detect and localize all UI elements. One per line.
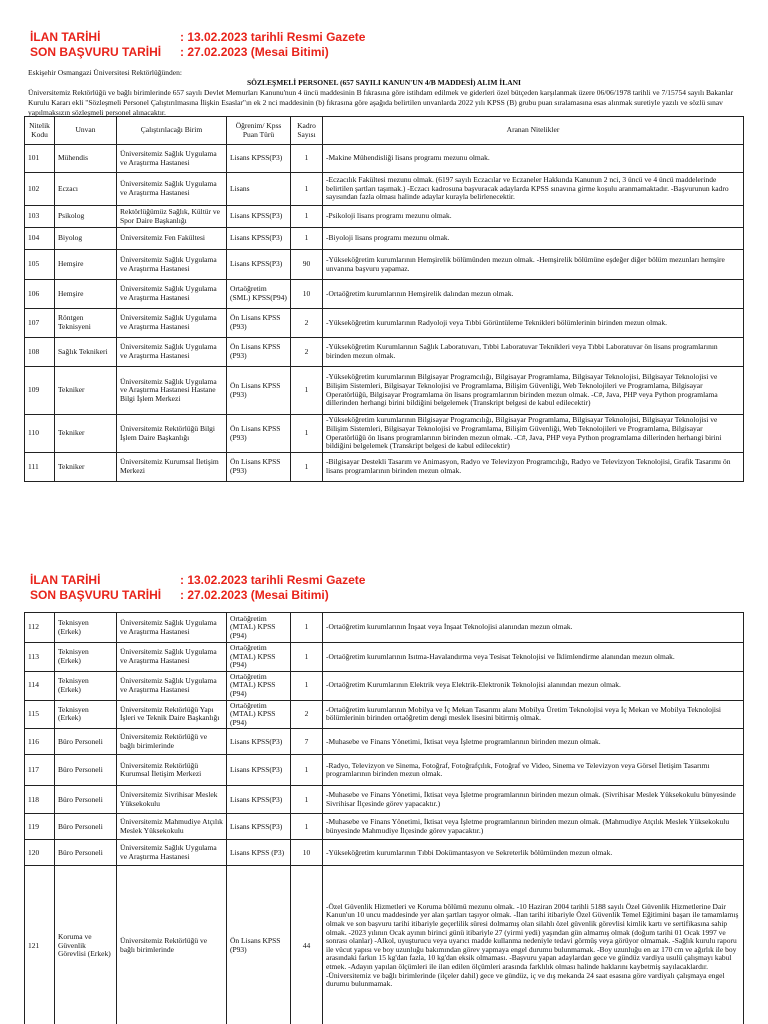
deadline-label: SON BAŞVURU TARİHİ [30,45,162,59]
col-header-code: Nitelik Kodu [25,117,55,145]
row-requirements: -Yükseköğretim kurumlarının Bilgisayar Programcılığı, Bilgisayar Programlama, Bilgisayar Teknolojisi, Bilgisayar Teknolojisi ve Bilişim Sistemleri, Bilgisayar Teknolojisi ve Programlama, Bilişim Güvenliği, Web Teknolojileri ve Programlama, Bilgisayar Operatörlüğü, Bilgisayar Programlama ön lisans programlarının birinden mezun olmak. -C#, Java, PHP veya Python programlama dillerinden herhangi birini bildiğini belgelemek (Transkript belgesi de kabul edilecektir) [323,367,744,415]
row-title: Teknisyen (Erkek) [55,700,117,729]
row-unit: Üniversitemiz Rektörlüğü Bilgi İşlem Daire Başkanlığı [117,415,227,453]
row-requirements: -Ortaöğretim kurumlarının Hemşirelik dalından mezun olmak. [323,280,744,309]
row-quota: 90 [291,250,323,280]
row-requirements: -Yükseköğretim kurumlarının Hemşirelik bölümünden mezun olmak. -Hemşirelik bölümüne eşdeğer diğer bölüm mezunları hemşire unvanına başvuru yapamaz. [323,250,744,280]
row-unit: Üniversitemiz Sağlık Uygulama ve Araştırma Hastanesi [117,338,227,367]
row-title: Büro Personeli [55,729,117,755]
row-unit: Üniversitemiz Sağlık Uygulama ve Araştırma Hastanesi Hastane Bilgi İşlem Merkezi [117,367,227,415]
table-row [25,700,744,729]
row-code: 108 [25,338,55,367]
row-title: Koruma ve Güvenlik Görevlisi (Erkek) [55,866,117,1024]
row-unit: Üniversitemiz Sağlık Uygulama ve Araştırma Hastanesi [117,840,227,866]
announcement-header [30,30,365,60]
row-code: 105 [25,250,55,280]
row-quota: 1 [291,453,323,482]
row-quota: 1 [291,145,323,173]
col-header-education: Öğrenim/ Kpss Puan Türü [227,117,291,145]
row-requirements: -Biyoloji lisans programı mezunu olmak. [323,228,744,250]
row-education: Ön Lisans KPSS (P93) [227,415,291,453]
row-code: 114 [25,671,55,700]
table-row [25,786,744,814]
row-unit: Üniversitemiz Sivrihisar Meslek Yüksekokulu [117,786,227,814]
issuer-line: Eskişehir Osmangazi Üniversitesi Rektörlüğünden: [28,68,182,77]
row-quota: 1 [291,755,323,786]
row-code: 116 [25,729,55,755]
row-title: Hemşire [55,250,117,280]
row-unit: Üniversitemiz Rektörlüğü ve bağlı birimlerinde [117,729,227,755]
table-row [25,309,744,338]
row-code: 112 [25,613,55,643]
row-unit: Üniversitemiz Sağlık Uygulama ve Araştırma Hastanesi [117,173,227,206]
row-quota: 1 [291,643,323,672]
row-unit: Üniversitemiz Sağlık Uygulama ve Araştırma Hastanesi [117,280,227,309]
row-title: Sağlık Teknikeri [55,338,117,367]
row-education: Lisans KPSS(P3) [227,755,291,786]
row-education: Ön Lisans KPSS (P93) [227,866,291,1024]
row-education: Ön Lisans KPSS (P93) [227,453,291,482]
col-header-quota: Kadro Sayısı [291,117,323,145]
deadline-value-2: : 27.02.2023 (Mesai Bitimi) [180,588,329,602]
row-code: 109 [25,367,55,415]
row-education: Ortaöğretim (MTAL) KPSS (P94) [227,643,291,672]
intro-paragraph: Üniversitemiz Rektörlüğü ve bağlı birimlerinde 657 sayılı Devlet Memurları Kanunu'nun 4 üncü maddesinin B fıkrasına göre istihdam edilmek ve giderleri özel bütçeden karşılanmak üzere 06/06/1978 tarihli ve 7/15754 sayılı Bakanlar Kurulu Kararı ekli "Sözleşmeli Personel Çalıştırılmasına İlişkin Esaslar"ın ek 2 nci maddesinin (b) fıkrasına göre aşağıda belirtilen unvanlarda 2022 yılı KPSS (B) grubu puan sıralamasına esas alınmak suretiyle yazılı ve sözlü sınav yapılmaksızın sözleşmeli personel alınacaktır. [28,88,734,117]
row-education: Ortaöğretim (SML) KPSS(P94) [227,280,291,309]
row-requirements: -Ortaöğretim kurumlarının Mobilya ve İç Mekan Tasarımı alanı Mobilya Üretim Teknolojisi veya İç Mekan ve Mobilya Teknolojisi bölümlerinin birinden ortaöğretim dengi meslek lisesini bitirmiş olmak. [323,700,744,729]
row-requirements: -Muhasebe ve Finans Yönetimi, İktisat veya İşletme programlarının birinden mezun olmak. [323,729,744,755]
positions-table-page-2 [24,612,744,1024]
row-code: 113 [25,643,55,672]
row-unit: Rektörlüğümüz Sağlık, Kültür ve Spor Daire Başkanlığı [117,206,227,228]
row-education: Ön Lisans KPSS (P93) [227,338,291,367]
table-row [25,280,744,309]
row-requirements: -Yükseköğretim kurumlarının Tıbbi Dokümantasyon ve Sekreterlik bölümünden mezun olmak. [323,840,744,866]
row-requirements: -Yükseköğretim Kurumlarının Sağlık Laboratuvarı, Tıbbi Laboratuvar Teknikleri veya Tıbbi Laboratuvar ön lisans programlarının birinden mezun olmak. [323,338,744,367]
row-education: Lisans KPSS(P3) [227,250,291,280]
row-requirements: -Muhasebe ve Finans Yönetimi, İktisat veya İşletme programlarının birinden mezun olmak. (Mahmudiye Atçılık Meslek Yüksekokulu bünyesinde Mahmudiye İlçesinde görev yapacaktır.) [323,814,744,840]
row-requirements: -Radyo, Televizyon ve Sinema, Fotoğraf, Fotoğrafçılık, Fotoğraf ve Video, Sinema ve Televizyon veya Görsel İletişim Tasarımı programlarının birinden mezun olmak. [323,755,744,786]
announcement-header-2 [30,573,365,603]
row-code: 104 [25,228,55,250]
row-code: 110 [25,415,55,453]
row-education: Ön Lisans KPSS (P93) [227,309,291,338]
row-code: 111 [25,453,55,482]
ilan-date-value-2: : 13.02.2023 tarihli Resmi Gazete [180,573,366,587]
row-quota: 1 [291,415,323,453]
row-unit: Üniversitemiz Sağlık Uygulama ve Araştırma Hastanesi [117,643,227,672]
table-row [25,250,744,280]
row-unit: Üniversitemiz Rektörlüğü ve bağlı birimlerinde [117,866,227,1024]
row-requirements: -Özel Güvenlik Hizmetleri ve Koruma bölümü mezunu olmak. -10 Haziran 2004 tarihli 5188 sayılı Özel Güvenlik Hizmetlerine Dair Kanun'un 10 uncu maddesinde yer alan şartları taşıyor olmak. -İlan tarihi itibariyle Özel Güvenlik Temel Eğitimini başarı ile tamamlamış olmak ve son başvuru tarihi itibariyle geçerlilik süresi dolmamış olan silahlı özel güvenlik görevlisi kimlik kartı ve sertifikasına sahip olmak. -2023 yılının Ocak ayının birinci günü itibariyle 27 (yirmi yedi) yaşından gün almamış olmak (doğum tarihi 01 Ocak 1997 ve sonrası olanlar) -Alkol, uyuşturucu veya uyarıcı madde kullanma nedeniyle tedavi görmüş veya görüyor olmamak. -Sağlık kurulu raporu ile vücut yapısı ve boy uzunluğu bakımından görev yapmaya engel durumu bulunmamak. -Boy uzunluğu en az 170 cm ve ağırlık ile boy arasındaki farkın 15 kg'dan fazla, 10 kg'dan eksik olmaması. -Başvuru yapan adaylardan gece ve gündüz vardiya usulü çalışmayı kabul etmek. -Adayın yapılan ölçümleri ile ilan edilen ölçümleri arasında farklılık olması halinde haklarını kaybetmiş sayılacaklardır. -Üniversitemiz ve bağlı birimlerinde (ilçeler dahil) gece ve gündüz, iç ve dış mekanda 24 saat esasına göre vardiyalı çalışmaya engel durumu bulunmamak. [323,866,744,1024]
row-code: 101 [25,145,55,173]
row-title: Büro Personeli [55,814,117,840]
row-code: 121 [25,866,55,1024]
row-requirements: -Psikoloji lisans programı mezunu olmak. [323,206,744,228]
row-quota: 1 [291,814,323,840]
table-row [25,453,744,482]
col-header-requirements: Aranan Nitelikler [323,117,744,145]
ilan-date-label: İLAN TARİHİ [30,30,101,44]
row-unit: Üniversitemiz Sağlık Uygulama ve Araştırma Hastanesi [117,671,227,700]
deadline-label-2: SON BAŞVURU TARİHİ [30,588,162,602]
row-requirements: -Eczacılık Fakültesi mezunu olmak. (6197 sayılı Eczacılar ve Eczaneler Hakkında Kanunun 2 nci, 3 üncü ve 4 üncü maddelerinde belirtilen şartları taşımak.) -Eczacı kadrosuna başvuracak adaylarda KPSS sınavına girme koşulu aranmamaktadır. -Başvurunun kadro sayısından fazla olması halinde adaylar kurayla belirlenecektir. [323,173,744,206]
row-title: Biyolog [55,228,117,250]
row-code: 115 [25,700,55,729]
row-quota: 1 [291,613,323,643]
row-education: Ortaöğretim (MTAL) KPSS (P94) [227,700,291,729]
row-code: 120 [25,840,55,866]
table-row [25,613,744,643]
row-unit: Üniversitemiz Sağlık Uygulama ve Araştırma Hastanesi [117,613,227,643]
table-row [25,840,744,866]
row-code: 103 [25,206,55,228]
row-title: Teknisyen (Erkek) [55,613,117,643]
table-row [25,206,744,228]
row-education: Lisans KPSS(P3) [227,814,291,840]
row-quota: 1 [291,173,323,206]
row-unit: Üniversitemiz Sağlık Uygulama ve Araştırma Hastanesi [117,309,227,338]
row-education: Lisans KPSS(P3) [227,729,291,755]
table-row [25,228,744,250]
row-title: Büro Personeli [55,755,117,786]
row-quota: 1 [291,206,323,228]
row-quota: 44 [291,866,323,1024]
row-education: Lisans KPSS(P3) [227,786,291,814]
row-quota: 1 [291,367,323,415]
row-unit: Üniversitemiz Rektörlüğü Yapı İşleri ve Teknik Daire Başkanlığı [117,700,227,729]
table-row [25,755,744,786]
row-quota: 1 [291,786,323,814]
table-header-row [25,117,744,145]
row-education: Lisans KPSS (P3) [227,840,291,866]
row-quota: 2 [291,338,323,367]
row-title: Tekniker [55,367,117,415]
row-title: Tekniker [55,415,117,453]
row-code: 119 [25,814,55,840]
positions-table-page-1 [24,116,744,482]
table-row [25,338,744,367]
row-requirements: -Muhasebe ve Finans Yönetimi, İktisat veya İşletme programlarının birinden mezun olmak. (Sivrihisar Meslek Yüksekokulu bünyesinde Sivrihisar İlçesinde görev yapacaktır.) [323,786,744,814]
row-unit: Üniversitemiz Kurumsal İletişim Merkezi [117,453,227,482]
row-quota: 2 [291,700,323,729]
row-title: Büro Personeli [55,840,117,866]
announcement-title: SÖZLEŞMELİ PERSONEL (657 SAYILI KANUN'UN 4/B MADDESİ) ALIM İLANI [247,78,521,87]
row-unit: Üniversitemiz Sağlık Uygulama ve Araştırma Hastanesi [117,250,227,280]
row-education: Ön Lisans KPSS (P93) [227,367,291,415]
row-quota: 1 [291,671,323,700]
row-education: Lisans KPSS(P3) [227,228,291,250]
row-title: Eczacı [55,173,117,206]
row-title: Psikolog [55,206,117,228]
row-education: Lisans [227,173,291,206]
row-quota: 1 [291,228,323,250]
row-requirements: -Makine Mühendisliği lisans programı mezunu olmak. [323,145,744,173]
row-quota: 10 [291,280,323,309]
row-title: Teknisyen (Erkek) [55,671,117,700]
col-header-title: Unvan [55,117,117,145]
row-education: Lisans KPSS(P3) [227,145,291,173]
row-unit: Üniversitemiz Rektörlüğü Kurumsal İletişim Merkezi [117,755,227,786]
row-education: Ortaöğretim (MTAL) KPSS (P94) [227,613,291,643]
row-title: Teknisyen (Erkek) [55,643,117,672]
table-row [25,814,744,840]
row-code: 118 [25,786,55,814]
table-row [25,415,744,453]
row-unit: Üniversitemiz Fen Fakültesi [117,228,227,250]
ilan-date-value: : 13.02.2023 tarihli Resmi Gazete [180,30,366,44]
table-row [25,729,744,755]
row-education: Lisans KPSS(P3) [227,206,291,228]
row-title: Röntgen Teknisyeni [55,309,117,338]
row-title: Büro Personeli [55,786,117,814]
row-code: 117 [25,755,55,786]
row-quota: 10 [291,840,323,866]
deadline-value: : 27.02.2023 (Mesai Bitimi) [180,45,329,59]
row-code: 107 [25,309,55,338]
row-requirements: -Bilgisayar Destekli Tasarım ve Animasyon, Radyo ve Televizyon Programcılığı, Radyo ve Televizyon Teknolojisi, Grafik Tasarımı ön lisans programlarının birinden mezun olmak. [323,453,744,482]
row-requirements: -Yükseköğretim kurumlarının Radyoloji veya Tıbbi Görüntüleme Teknikleri bölümlerinin birinden mezun olmak. [323,309,744,338]
intro-block [28,68,740,118]
row-unit: Üniversitemiz Sağlık Uygulama ve Araştırma Hastanesi [117,145,227,173]
row-requirements: -Yükseköğretim kurumlarının Bilgisayar Programcılığı, Bilgisayar Programlama, Bilgisayar Teknolojisi, Bilgisayar Teknolojisi ve Bilişim Sistemleri, Bilgisayar Teknolojisi ve Programlama, Bilişim Güvenliği, Web Teknolojileri ve Programlama, Bilgisayar Operatörlüğü ön lisans programlarının birinden mezun olmak. -C#, Java, PHP veya Python programlama dillerinden herhangi birini bildiğini belgelemek (Transkript belgesi de kabul edilecektir) [323,415,744,453]
row-education: Ortaöğretim (MTAL) KPSS (P94) [227,671,291,700]
table-row [25,866,744,1024]
row-quota: 7 [291,729,323,755]
row-code: 102 [25,173,55,206]
table-row [25,173,744,206]
col-header-unit: Çalıştırılacağı Birim [117,117,227,145]
row-requirements: -Ortaöğretim Kurumlarının Elektrik veya Elektrik-Elektronik Teknolojisi alanından mezun olmak. [323,671,744,700]
row-unit: Üniversitemiz Mahmudiye Atçılık Meslek Yüksekokulu [117,814,227,840]
row-title: Hemşire [55,280,117,309]
row-requirements: -Ortaöğretim kurumlarının Isıtma-Havalandırma veya Tesisat Teknolojisi ve İklimlendirme alanından mezun olmak. [323,643,744,672]
table-row [25,643,744,672]
table-row [25,145,744,173]
table-row [25,671,744,700]
row-quota: 2 [291,309,323,338]
table-row [25,367,744,415]
row-code: 106 [25,280,55,309]
ilan-date-label-2: İLAN TARİHİ [30,573,101,587]
row-title: Mühendis [55,145,117,173]
row-requirements: -Ortaöğretim kurumlarının İnşaat veya İnşaat Teknolojisi alanından mezun olmak. [323,613,744,643]
row-title: Tekniker [55,453,117,482]
